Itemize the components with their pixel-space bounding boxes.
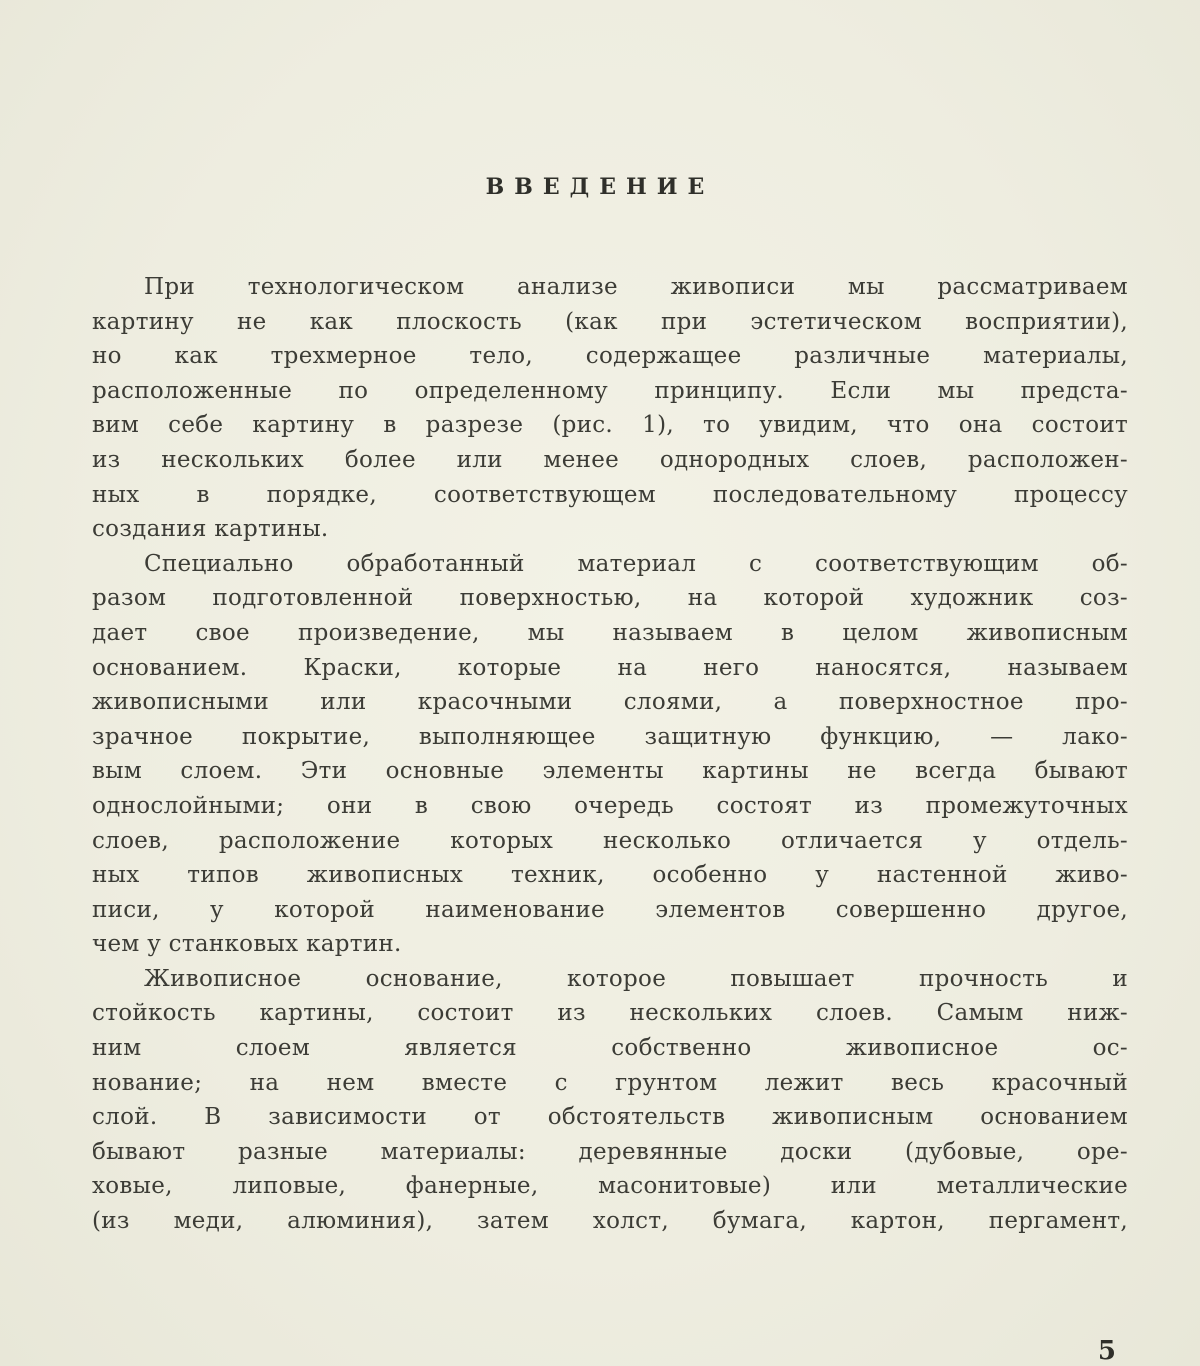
text-line: разом подготовленной поверхностью, на которой художник соз- — [92, 585, 1128, 612]
text-line: из нескольких более или менее однородных слоев, расположен- — [92, 446, 1128, 473]
body-text — [92, 270, 1128, 1239]
text-line: вим себе картину в разрезе (рис. 1), то увидим, что она состоит — [92, 412, 1128, 439]
text-line: однослойными; они в свою очередь состоят из промежуточных — [92, 792, 1128, 819]
page-number: 5 — [1097, 1336, 1116, 1366]
text-line: чем у станковых картин. — [92, 931, 402, 958]
text-line: ховые, липовые, фанерные, масонитовые) или металлические — [92, 1173, 1128, 1200]
text-line: создания картины. — [92, 516, 329, 543]
text-line: слой. В зависимости от обстоятельств живописным основанием — [92, 1104, 1128, 1131]
text-line: ним слоем является собственно живописное ос- — [92, 1035, 1128, 1062]
text-line: зрачное покрытие, выполняющее защитную функцию, — лако- — [92, 723, 1128, 750]
text-line: картину не как плоскость (как при эстетическом восприятии), — [92, 308, 1128, 335]
text-line: нование; на нем вместе с грунтом лежит весь красочный — [92, 1069, 1128, 1096]
text-line: бывают разные материалы: деревянные доски (дубовые, оре- — [92, 1138, 1128, 1165]
text-line: (из меди, алюминия), затем холст, бумага, картон, пергамент, — [92, 1208, 1128, 1235]
text-line: вым слоем. Эти основные элементы картины не всегда бывают — [92, 758, 1128, 785]
text-line: Специально обработанный материал с соответствующим об- — [144, 550, 1128, 577]
text-line: живописными или красочными слоями, а поверхностное про- — [92, 689, 1128, 716]
text-line: слоев, расположение которых несколько отличается у отдель- — [92, 827, 1128, 854]
text-line: но как трехмерное тело, содержащее различные материалы, — [92, 343, 1128, 370]
text-line: основанием. Краски, которые на него наносятся, называем — [92, 654, 1128, 681]
text-line: При технологическом анализе живописи мы рассматриваем — [144, 274, 1128, 300]
text-line: писи, у которой наименование элементов совершенно другое, — [92, 896, 1128, 923]
text-line: ных типов живописных техник, особенно у настенной живо- — [92, 862, 1128, 889]
text-line: расположенные по определенному принципу. Если мы предста- — [92, 377, 1128, 404]
text-line: ных в порядке, соответствующем последовательному процессу — [92, 481, 1128, 508]
chapter-heading: ВВЕДЕНИЕ — [485, 174, 715, 200]
text-line: Живописное основание, которое повышает прочность и — [144, 965, 1128, 992]
text-line: дает свое произведение, мы называем в целом живописным — [92, 619, 1128, 646]
text-line: стойкость картины, состоит из нескольких слоев. Самым ниж- — [92, 1000, 1128, 1027]
